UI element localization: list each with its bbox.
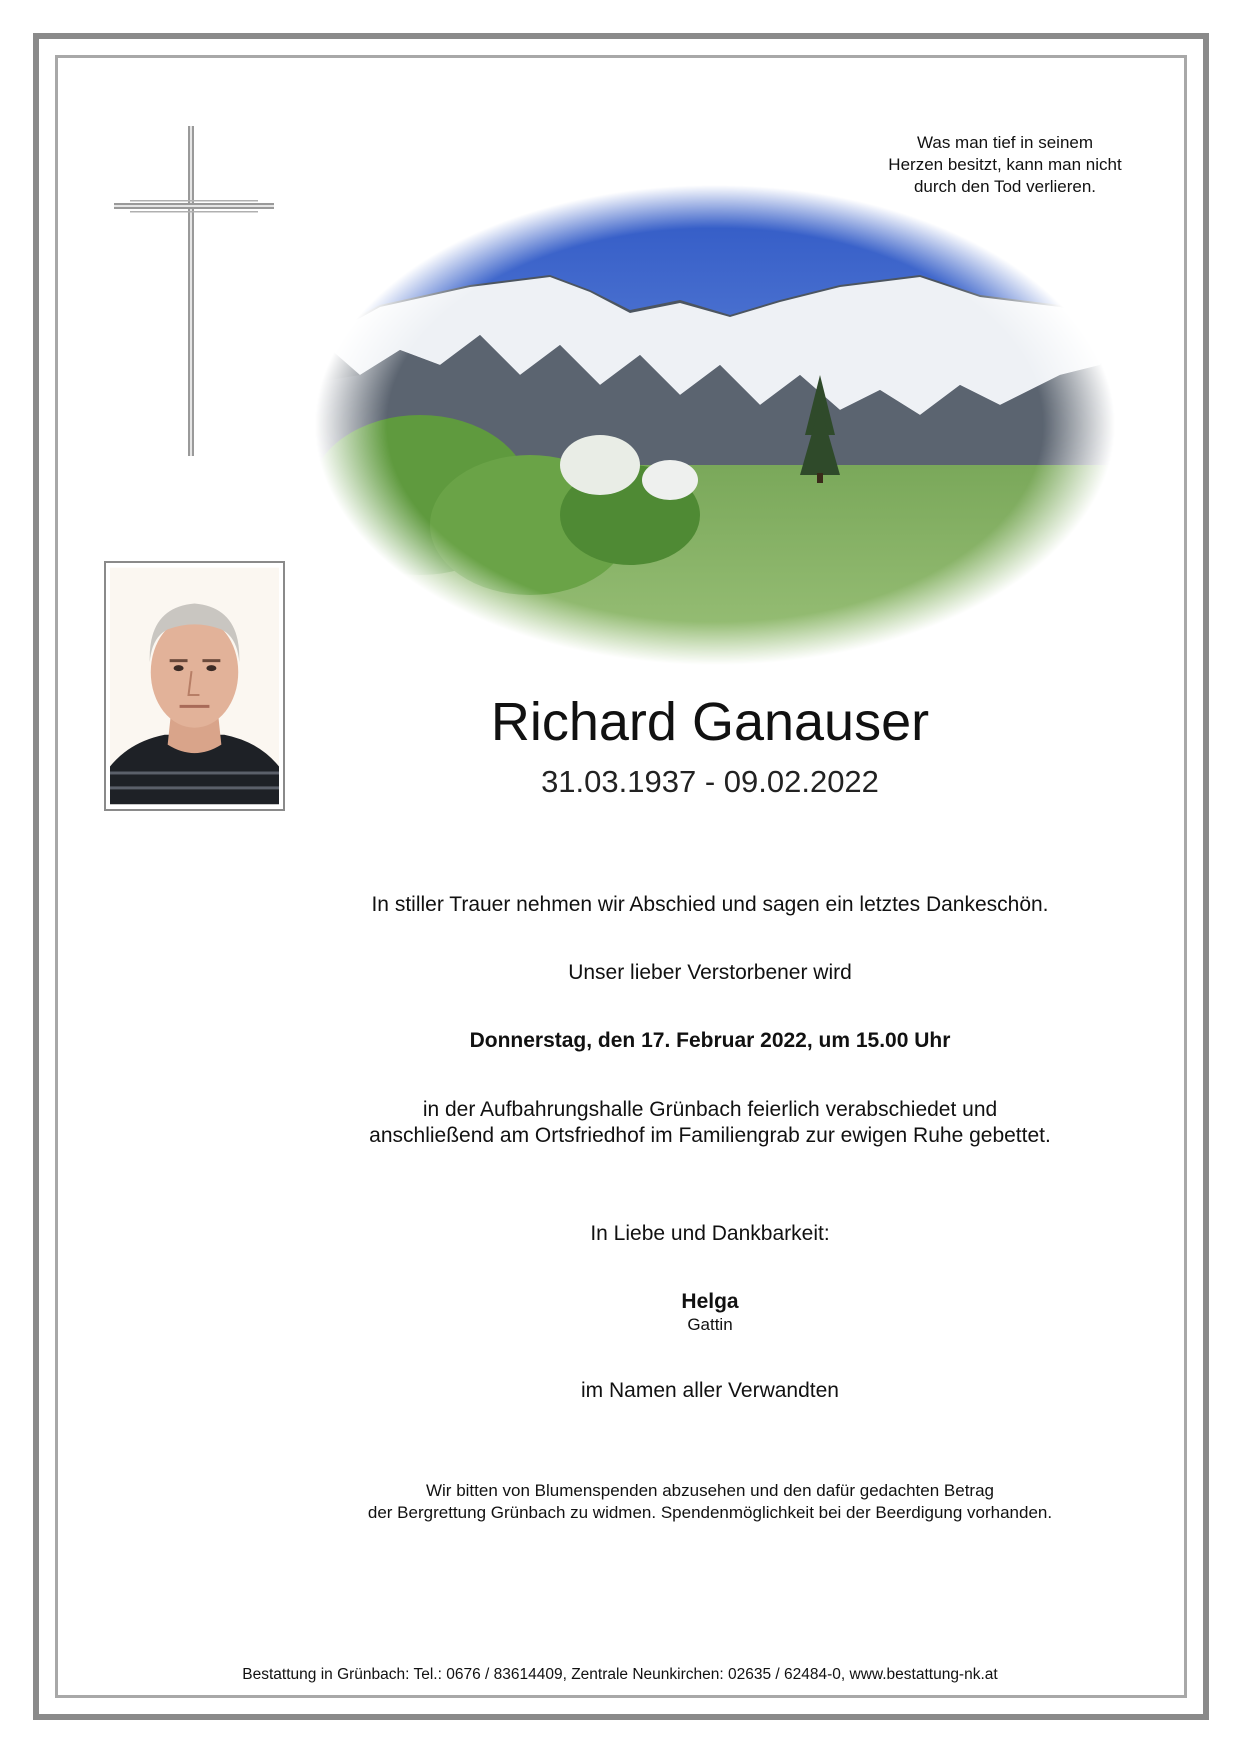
cross-icon bbox=[114, 126, 274, 456]
location-line: in der Aufbahrungshalle Grünbach feierlich verabschiedet und bbox=[422, 1098, 998, 1121]
life-dates: 31.03.1937 - 09.02.2022 bbox=[541, 764, 879, 799]
donation-line: der Bergrettung Grünbach zu widmen. Spendenmöglichkeit bei der Beerdigung vorhanden. bbox=[367, 1503, 1053, 1522]
announcement-line: Unser lieber Verstorbener wird bbox=[568, 961, 852, 984]
ceremony-date: Donnerstag, den 17. Februar 2022, um 15.00 Uhr bbox=[469, 1029, 951, 1052]
mourners-closing: im Namen aller Verwandten bbox=[581, 1379, 839, 1402]
mourner-name: Helga bbox=[681, 1290, 739, 1313]
mourners-heading: In Liebe und Dankbarkeit: bbox=[590, 1222, 830, 1245]
quote-line: Was man tief in seinem bbox=[916, 133, 1094, 152]
intro-text: In stiller Trauer nehmen wir Abschied und sagen ein letztes Dankeschön. bbox=[371, 893, 1049, 916]
donation-line: Wir bitten von Blumenspenden abzusehen und den dafür gedachten Betrag bbox=[425, 1481, 994, 1500]
footer-contact: Bestattung in Grünbach: Tel.: 0676 / 83614409, Zentrale Neunkirchen: 02635 / 62484-0, www.bestattung-nk.at bbox=[242, 1666, 998, 1683]
mountain-landscape-image bbox=[300, 175, 1130, 675]
quote-line: Herzen besitzt, kann man nicht bbox=[888, 155, 1122, 174]
mourner-relation: Gattin bbox=[687, 1315, 733, 1334]
deceased-name: Richard Ganauser bbox=[490, 692, 930, 752]
portrait-image bbox=[110, 567, 279, 805]
portrait-photo bbox=[104, 561, 285, 811]
location-line: anschließend am Ortsfriedhof im Familiengrab zur ewigen Ruhe gebettet. bbox=[369, 1124, 1051, 1147]
